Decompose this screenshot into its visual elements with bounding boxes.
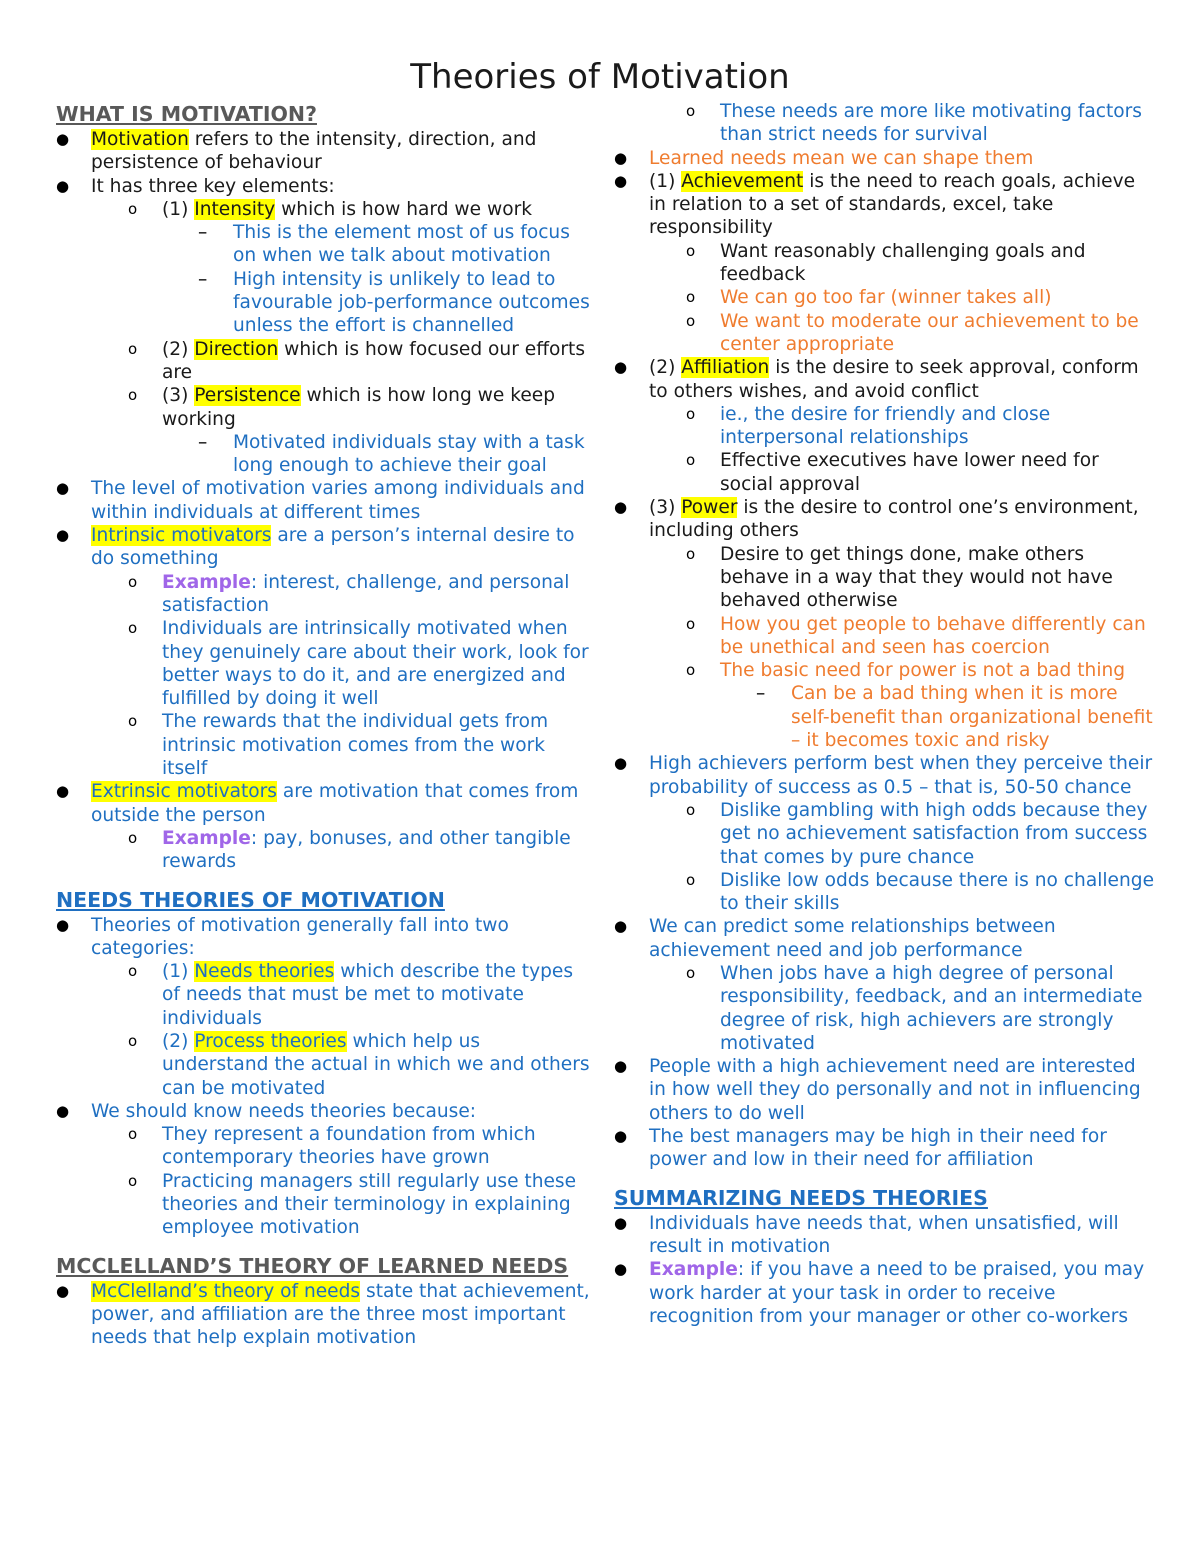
circle-bullet-icon: o [686,661,696,680]
list-item: o Desire to get things done, make others behave in a way that they would not have behaved otherwise [686,543,1113,612]
list-item: ● Intrinsic motivators are a person’s internal desire to do something [56,525,575,570]
dash-bullet-icon: – [198,222,208,244]
list-item: o Dislike gambling with high odds because they get no achievement satisfaction from success that comes by pure chance [686,799,1148,868]
list-item: ● We can predict some relationships between achievement need and job performance [614,916,1056,961]
circle-bullet-icon: o [686,311,696,330]
circle-bullet-icon: o [128,1031,138,1050]
list-item: o Want reasonably challenging goals and feedback [686,240,1086,286]
bullet-icon: ● [614,917,628,936]
document-title: Theories of Motivation [410,57,790,97]
list-item: o The rewards that the individual gets from intrinsic motivation comes from the work itself [128,711,549,780]
circle-bullet-icon: o [128,572,138,591]
list-item: o Effective executives have lower need for social approval [686,450,1099,495]
list-item: ● (2) Affiliation is the desire to seek approval, conform to others wishes, and avoid conflict [614,357,1139,402]
list-item: o How you get people to behave differently can be unethical and seen has coercion [686,613,1146,658]
list-item: o Example: pay, bonuses, and other tangible rewards [128,827,571,873]
bullet-icon: ● [614,1127,628,1146]
list-item: o (1) Needs theories which describe the types of needs that must be met to motivate individuals [128,961,574,1029]
list-item: ● McClelland’s theory of needs state that achievement, power, and affiliation are the three most important needs that help explain motivation [56,1280,590,1349]
list-item: – High intensity is unlikely to lead to favourable job-performance outcomes unless the effort is channelled [198,268,590,337]
circle-bullet-icon: o [686,102,696,120]
bullet-icon: ● [56,1281,70,1300]
bullet-icon: ● [614,754,628,773]
circle-bullet-icon: o [686,451,696,470]
list-item: o (1) Intensity which is how hard we work [128,198,532,220]
right-column [614,100,1154,1328]
circle-bullet-icon: o [686,614,696,633]
list-item: o Example: interest, challenge, and personal satisfaction [128,571,570,616]
bullet-icon: ● [614,148,628,167]
bullet-icon: ● [56,176,70,195]
list-item: o They represent a foundation from which contemporary theories have grown [128,1124,536,1169]
list-item: ● Learned needs mean we can shape them [614,147,1034,169]
list-item: ● People with a high achievement need are interested in how well they do personally and not in influencing others to do well [614,1056,1141,1124]
circle-bullet-icon: o [128,339,138,358]
circle-bullet-icon: o [686,963,696,982]
heading-what-is-motivation: WHAT IS MOTIVATION? [56,102,317,126]
list-item: o Individuals are intrinsically motivated when they genuinely care about their work, look for better ways to do it, and are energized and fulfilled by doing it well [128,618,589,710]
circle-bullet-icon: o [686,544,696,563]
list-item: ● We should know needs theories because: [56,1100,477,1122]
left-column [56,100,590,1350]
circle-bullet-icon: o [128,962,138,981]
list-item: ● High achievers perform best when they perceive their probability of success as 0.5 – that is, 50-50 chance [614,753,1153,798]
list-item: – Motivated individuals stay with a task long enough to achieve their goal [198,431,585,477]
dash-bullet-icon: – [198,431,208,453]
circle-bullet-icon: o [686,241,696,260]
bullet-icon: ● [614,1213,628,1232]
list-item: o When jobs have a high degree of personal responsibility, feedback, and an intermediate degree of risk, high achievers are strongly motivated [686,962,1143,1054]
circle-bullet-icon: o [686,288,696,307]
bullet-icon: ● [614,171,628,190]
bullet-icon: ● [614,498,628,517]
list-item: o (2) Direction which is how focused our efforts are [128,338,586,383]
list-item: ● Individuals have needs that, when unsatisfied, will result in motivation [614,1212,1119,1257]
list-item: o (2) Process theories which help us understand the actual in which we and others can be motivated [128,1030,590,1099]
list-item: o We want to moderate our achievement to be center appropriate [686,310,1139,355]
heading-summarizing-needs: SUMMARIZING NEEDS THEORIES [614,1185,988,1210]
list-item: ● The best managers may be high in their need for power and low in their need for affiliation [614,1126,1107,1171]
list-item: o ie., the desire for friendly and close interpersonal relationships [686,403,1051,449]
circle-bullet-icon: o [128,828,138,847]
list-item: ● Theories of motivation generally fall into two categories: [56,914,509,959]
circle-bullet-icon: o [686,870,696,889]
list-item: ● It has three key elements: [56,175,335,197]
list-item: – Can be a bad thing when it is more self-benefit than organizational benefit – it becomes toxic and risky [756,683,1153,752]
bullet-icon: ● [56,1101,70,1120]
list-item: o Practicing managers still regularly use these theories and their terminology in explaining employee motivation [128,1170,577,1239]
bullet-icon: ● [56,526,70,545]
list-item: ● Motivation refers to the intensity, direction, and persistence of behaviour [56,129,537,174]
circle-bullet-icon: o [128,199,138,218]
bullet-icon: ● [56,782,70,801]
heading-mcclelland: MCCLELLAND’S THEORY OF LEARNED NEEDS [56,1253,569,1278]
bullet-icon: ● [614,1260,628,1279]
bullet-icon: ● [56,130,70,148]
bullet-icon: ● [56,479,70,498]
circle-bullet-icon: o [686,800,696,819]
list-item: ● Extrinsic motivators are motivation that comes from outside the person [56,781,579,826]
bullet-icon: ● [614,358,628,377]
list-item: o Dislike low odds because there is no challenge to their skills [686,869,1155,915]
circle-bullet-icon: o [128,1171,138,1190]
dash-bullet-icon: – [198,268,208,290]
circle-bullet-icon: o [128,386,138,405]
list-item: ● Example: if you have a need to be praised, you may work harder at your task in order to receive recognition from your manager or other co-workers [614,1259,1145,1327]
list-item: o The basic need for power is not a bad thing [686,660,1126,682]
heading-needs-theories: NEEDS THEORIES OF MOTIVATION [56,887,445,912]
list-item: o (3) Persistence which is how long we keep working [128,385,556,430]
bullet-icon: ● [614,1057,628,1076]
dash-bullet-icon: – [756,683,766,705]
list-item: ● (1) Achievement is the need to reach goals, achieve in relation to a set of standards, excel, take responsibility [614,170,1136,239]
list-item: – This is the element most of us focus on when we talk about motivation [198,222,570,267]
circle-bullet-icon: o [128,619,138,638]
list-item: o These needs are more like motivating factors than strict needs for survival [686,101,1142,146]
circle-bullet-icon: o [128,712,138,731]
circle-bullet-icon: o [686,404,696,423]
list-item: o We can go too far (winner takes all) [686,287,1052,309]
list-item: ● (3) Power is the desire to control one’s environment, including others [614,497,1139,542]
bullet-icon: ● [56,915,70,934]
circle-bullet-icon: o [128,1125,138,1144]
list-item: ● The level of motivation varies among individuals and within individuals at different times [56,478,585,523]
